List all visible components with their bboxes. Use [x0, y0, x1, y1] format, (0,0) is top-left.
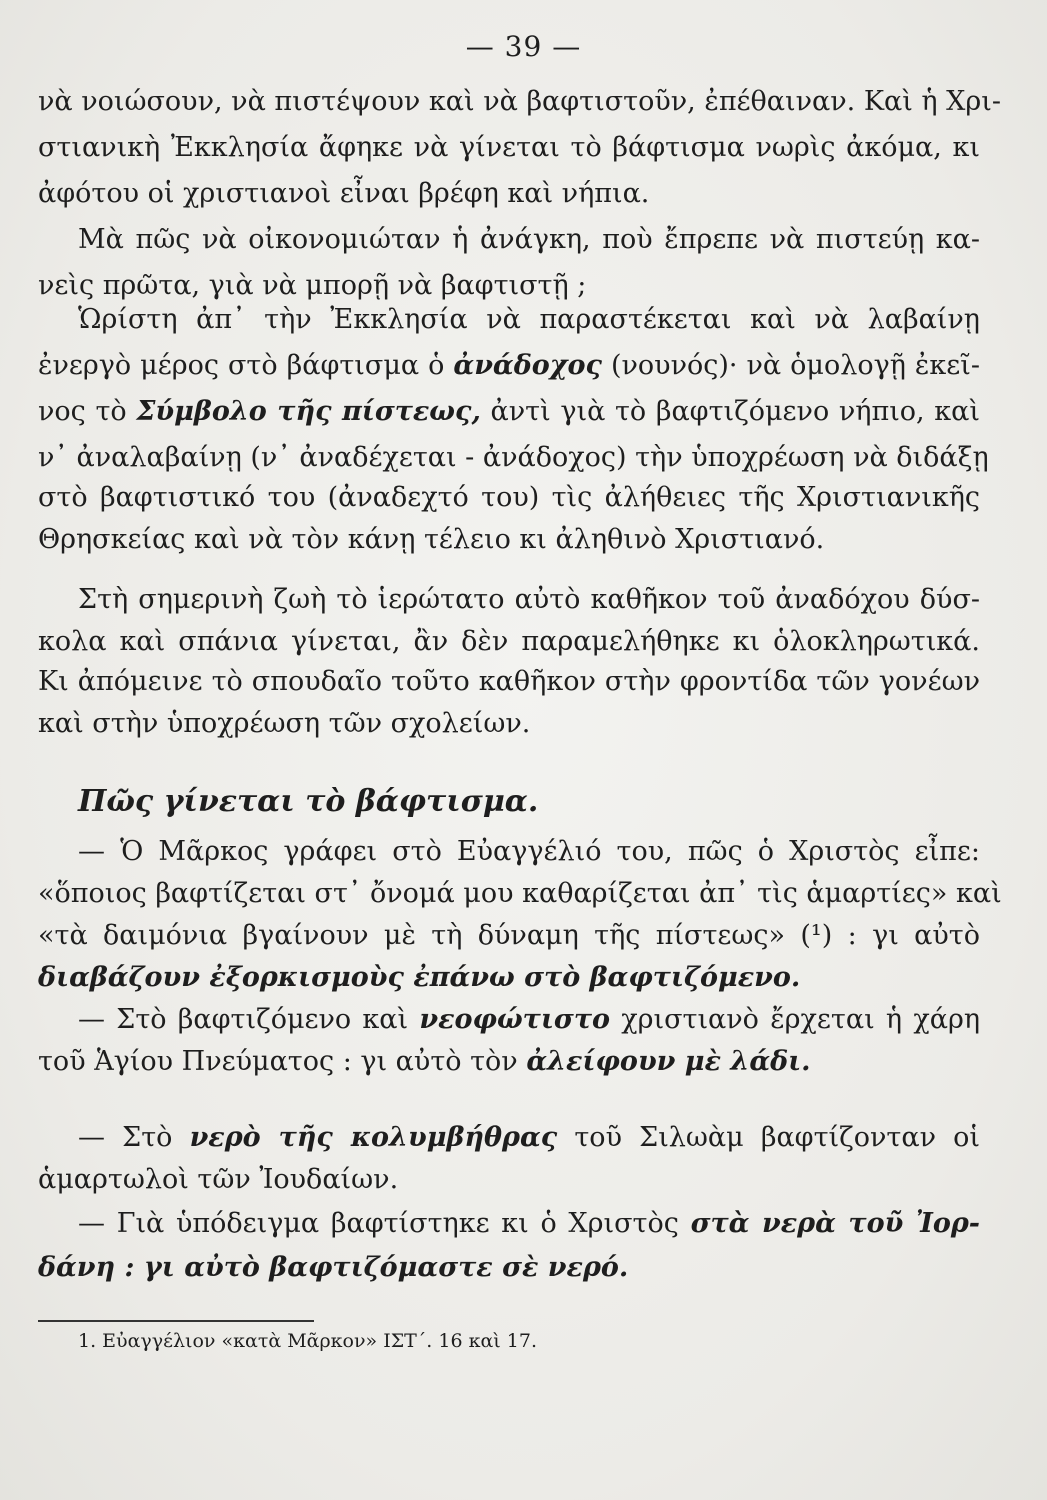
text-run: τοῦ Ἁγίου Πνεύματος : γι αὐτὸ τὸν: [38, 1046, 518, 1077]
emphasized-term: ἀνάδοχος: [453, 350, 602, 381]
text-line: Κι ἀπόμεινε τὸ σπουδαῖο τοῦτο καθῆκον στὴν φροντίδα τῶν γονέων: [38, 666, 980, 697]
text-line: Ὡρίστη ἀπ᾽ τὴν Ἐκκλησία νὰ παραστέκεται καὶ νὰ λαβαίνῃ: [78, 304, 980, 335]
text-line: [78, 1000, 980, 1040]
text-run: χριστιανὸ ἔρχεται ἡ χάρη: [621, 1004, 980, 1035]
emphasized-term: ἀλείφουν μὲ λάδι.: [526, 1046, 811, 1077]
emphasized-term: νερὸ τῆς κολυμβήθρας: [189, 1122, 558, 1153]
text-line: νεὶς πρῶτα, γιὰ νὰ μπορῇ νὰ βαφτιστῇ ;: [38, 270, 587, 301]
text-line: ν᾽ ἀναλαβαίνῃ (ν᾽ ἀναδέχεται - ἀνάδοχος) τὴν ὑποχρέωση νὰ διδάξῃ: [38, 442, 989, 473]
emphasized-term: στὰ νερὰ τοῦ Ἰορ-: [690, 1208, 980, 1239]
text-line: Στὴ σημερινὴ ζωὴ τὸ ἱερώτατο αὐτὸ καθῆκον τοῦ ἀναδόχου δύσ-: [78, 584, 980, 615]
text-line: στιανικὴ Ἐκκλησία ἄφηκε νὰ γίνεται τὸ βάφτισμα νωρὶς ἀκόμα, κι: [38, 132, 980, 163]
text-line: νὰ νοιώσουν, νὰ πιστέψουν καὶ νὰ βαφτιστοῦν, ἐπέθαιναν. Καὶ ἡ Χρι-: [38, 86, 1001, 117]
text-line: [38, 346, 980, 386]
text-line: κολα καὶ σπάνια γίνεται, ἂν δὲν παραμελήθηκε κι ὁλοκληρωτικά.: [38, 626, 980, 657]
text-line: «ὅποιος βαφτίζεται στ᾽ ὄνομά μου καθαρίζεται ἀπ᾽ τὶς ἁμαρτίες» καὶ: [38, 878, 1002, 909]
text-line: ἁμαρτωλοὶ τῶν Ἰουδαίων.: [38, 1164, 399, 1195]
emphasized-term: Σύμβολο τῆς πίστεως,: [136, 396, 481, 427]
text-run: τοῦ Σιλωὰμ βαφτίζονταν οἱ: [574, 1122, 980, 1153]
text-run: νος τὸ: [38, 396, 127, 427]
text-line: [78, 1118, 980, 1158]
text-run: ἐνεργὸ μέρος στὸ βάφτισμα ὁ: [38, 350, 445, 381]
text-line: «τὰ δαιμόνια βγαίνουν μὲ τὴ δύναμη τῆς πίστεως» (¹) : γι αὐτὸ: [38, 920, 980, 951]
text-line: [38, 392, 980, 432]
text-line: [78, 1204, 980, 1244]
footnote-separator: [38, 1320, 314, 1322]
text-line: [38, 1042, 980, 1082]
text-line: στὸ βαφτιστικό του (ἀναδεχτό του) τὶς ἀλήθειες τῆς Χριστιανικῆς: [38, 482, 980, 513]
text-run: (νουνός)· νὰ ὁμολογῇ ἐκεῖ-: [610, 350, 980, 381]
text-line: δάνη : γι αὐτὸ βαφτιζόμαστε σὲ νερό.: [38, 1252, 629, 1283]
text-line: Μὰ πῶς νὰ οἰκονομιώταν ἡ ἀνάγκη, ποὺ ἔπρεπε νὰ πιστεύῃ κα-: [78, 224, 980, 255]
emphasized-term: νεοφώτιστο: [419, 1004, 610, 1035]
text-run: — Στὸ βαφτιζόμενο καὶ: [78, 1004, 409, 1035]
text-line: — Ὁ Μᾶρκος γράφει στὸ Εὐαγγέλιό του, πῶς ὁ Χριστὸς εἶπε:: [78, 836, 980, 867]
text-line: διαβάζουν ἐξορκισμοὺς ἐπάνω στὸ βαφτιζόμενο.: [38, 962, 801, 993]
text-run: — Στὸ: [78, 1122, 173, 1153]
text-line: καὶ στὴν ὑποχρέωση τῶν σχολείων.: [38, 708, 531, 739]
text-run: ἀντὶ γιὰ τὸ βαφτιζόμενο νήπιο, καὶ: [490, 396, 980, 427]
text-run: — Γιὰ ὑπόδειγμα βαφτίστηκε κι ὁ Χριστὸς: [78, 1208, 679, 1239]
section-heading: Πῶς γίνεται τὸ βάφτισμα.: [78, 784, 539, 819]
page-number: — 39 —: [465, 30, 582, 63]
text-line: ἀφότου οἱ χριστιανοὶ εἶναι βρέφη καὶ νήπια.: [38, 178, 650, 209]
text-line: Θρησκείας καὶ νὰ τὸν κάνῃ τέλειο κι ἀληθινὸ Χριστιανό.: [38, 524, 825, 555]
footnote: 1. Εὐαγγέλιον «κατὰ Μᾶρκον» ΙΣΤ΄. 16 καὶ 17.: [78, 1330, 538, 1352]
